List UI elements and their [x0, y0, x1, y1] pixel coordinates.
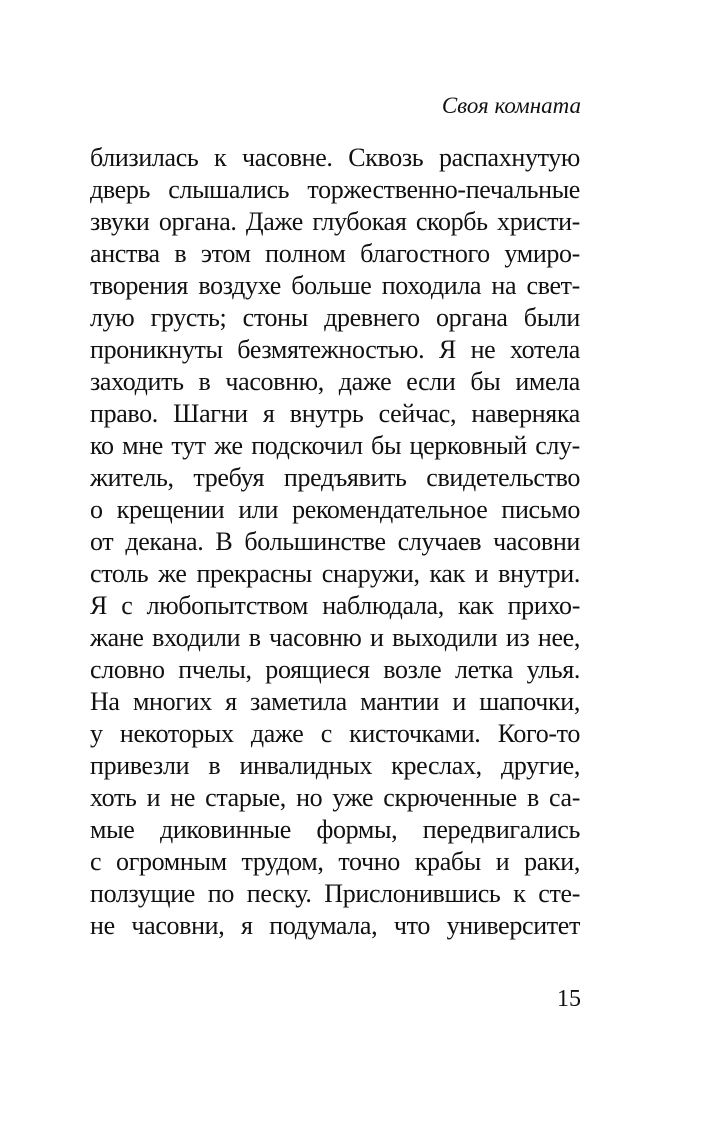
text-line: с огромным трудом, точно крабы и раки,	[90, 847, 580, 876]
text-line: жане входили в часовню и выходили из нее,	[90, 623, 580, 652]
body-text	[90, 142, 580, 942]
text-line: у некоторых даже с кисточками. Кого-то	[90, 719, 580, 748]
text-line: дверь слышались торжественно-печальные	[90, 175, 580, 204]
text-line: хоть и не старые, но уже скрюченные в са-	[90, 783, 580, 812]
text-line: словно пчелы, роящиеся возле летка улья.	[90, 655, 580, 684]
text-line: столь же прекрасны снаружи, как и внутри.	[90, 559, 580, 588]
text-line: заходить в часовню, даже если бы имела	[90, 367, 580, 396]
text-line: мые диковинные формы, передвигались	[90, 815, 580, 844]
text-line: проникнуты безмятежностью. Я не хотела	[90, 335, 580, 364]
text-line: Я с любопытством наблюдала, как прихо-	[90, 591, 580, 620]
text-line: анства в этом полном благостного умиро-	[90, 239, 580, 268]
text-line: право. Шагни я внутрь сейчас, наверняка	[90, 399, 580, 428]
page-number: 15	[557, 986, 581, 1012]
text-line: от декана. В большинстве случаев часовни	[90, 527, 580, 556]
text-line: творения воздухе больше походила на свет-	[90, 271, 580, 300]
text-line: близилась к часовне. Сквозь распахнутую	[90, 143, 580, 172]
text-line: житель, требуя предъявить свидетельство	[90, 463, 580, 492]
text-line: о крещении или рекомендательное письмо	[90, 495, 580, 524]
text-line: привезли в инвалидных креслах, другие,	[90, 751, 580, 780]
text-line: звуки органа. Даже глубокая скорбь христи-	[90, 207, 580, 236]
text-line: ко мне тут же подскочил бы церковный слу-	[90, 431, 580, 460]
text-line: ползущие по песку. Прислонившись к сте-	[90, 879, 580, 908]
running-header: Своя комната	[441, 93, 581, 118]
text-line: лую грусть; стоны древнего органа были	[90, 303, 580, 332]
text-line: не часовни, я подумала, что университет	[90, 911, 580, 940]
text-line: На многих я заметила мантии и шапочки,	[90, 687, 580, 716]
